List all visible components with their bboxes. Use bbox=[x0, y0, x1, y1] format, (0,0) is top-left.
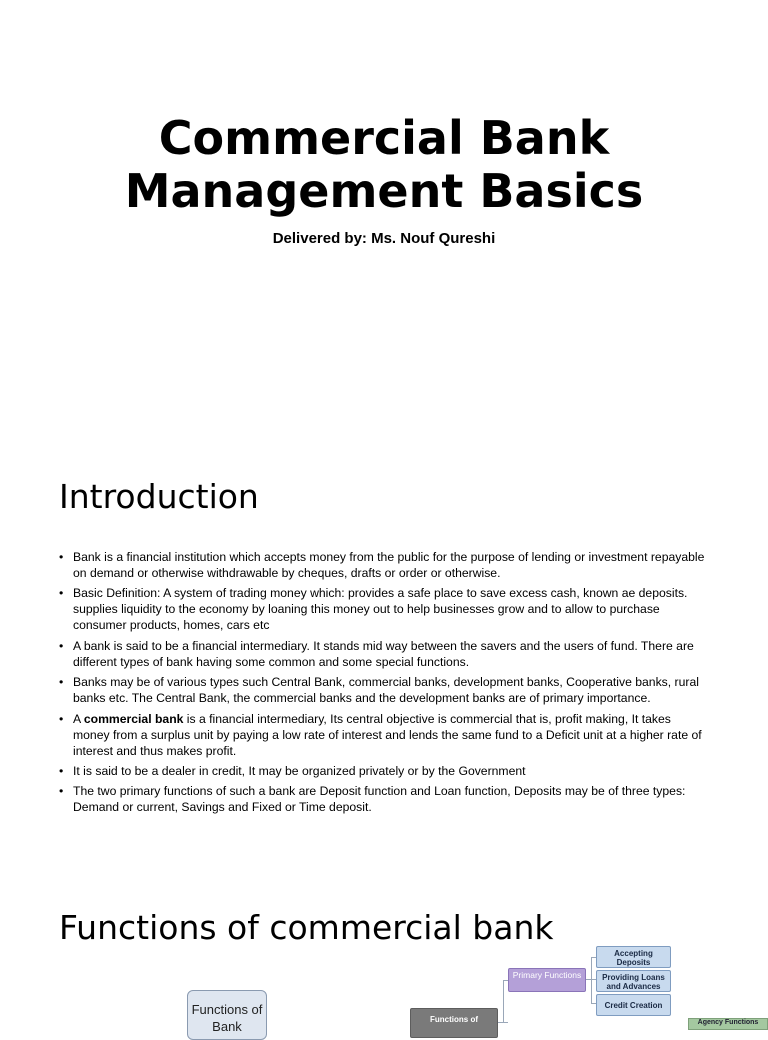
introduction-slide bbox=[0, 440, 768, 870]
connector-line bbox=[503, 980, 504, 1022]
diagram-node-accepting-deposits: Accepting Deposits bbox=[596, 946, 671, 968]
connector-line bbox=[498, 1022, 508, 1023]
bullet-item bbox=[59, 549, 709, 581]
functions-heading: Functions of commercial bank bbox=[59, 908, 554, 947]
title-slide bbox=[0, 0, 768, 440]
presentation-title bbox=[0, 112, 768, 218]
diagram-node-primary-functions: Primary Functions bbox=[508, 968, 586, 992]
bullet-text: A bank is said to be a financial intermediary. It stands mid way between the savers and the users of fund. There are different types of bank having some common and some special functions. bbox=[73, 638, 694, 669]
bullet-text: It is said to be a dealer in credit, It may be organized privately or by the Government bbox=[73, 763, 526, 778]
introduction-heading: Introduction bbox=[59, 477, 259, 516]
bullet-text: Banks may be of various types such Central Bank, commercial banks, development banks, Cooperative banks, rural banks etc. The Central Bank, the commercial banks and the development banks are of primary importance. bbox=[73, 675, 699, 706]
diagram-node-agency-functions: Agency Functions bbox=[688, 1018, 768, 1030]
bullet-item bbox=[59, 638, 709, 670]
bullet-item bbox=[59, 585, 709, 633]
connector-line bbox=[591, 957, 592, 1004]
bullet-prefix: A bbox=[73, 711, 84, 726]
bullet-item bbox=[59, 711, 709, 759]
introduction-bullet-list bbox=[59, 549, 709, 820]
presenter-subtitle: Delivered by: Ms. Nouf Qureshi bbox=[272, 230, 496, 247]
diagram-node-functions-of-bank: Functions of Bank bbox=[187, 990, 267, 1040]
bullet-item bbox=[59, 783, 709, 815]
bullet-text: Bank is a financial institution which accepts money from the public for the purpose of lending or investment repayable on demand or otherwise withdrawable by cheques, drafts or order or otherwise. bbox=[73, 550, 705, 580]
bullet-text: is a financial intermediary, Its central objective is commercial that is, profit making, It takes money from a surplus unit by paying a low rate of interest and lends the same fund to a Deficit unit at a higher rate of interest and thus makes profit. bbox=[73, 711, 702, 758]
title-line-1: Commercial Bank bbox=[158, 111, 610, 165]
bullet-text: The two primary functions of such a bank are Deposit function and Loan function, Deposits may be of three types: Demand or current, Savings and Fixed or Time deposit. bbox=[73, 784, 686, 815]
diagram-node-functions-of: Functions of bbox=[410, 1008, 498, 1038]
functions-slide bbox=[0, 870, 768, 1034]
bullet-text: Basic Definition: A system of trading money which: provides a safe place to save excess cash, known ae deposits. supplies liquidity to the economy by loaning this money out to help businesses grow and to allow to purchase consumer products, homes, cars etc bbox=[73, 586, 688, 633]
title-line-2: Management Basics bbox=[124, 164, 644, 218]
bullet-item bbox=[59, 763, 709, 779]
bullet-item bbox=[59, 674, 709, 706]
bullet-bold-term: commercial bank bbox=[83, 711, 184, 726]
diagram-node-credit-creation: Credit Creation bbox=[596, 994, 671, 1016]
diagram-node-providing-loans: Providing Loans and Advances bbox=[596, 970, 671, 992]
